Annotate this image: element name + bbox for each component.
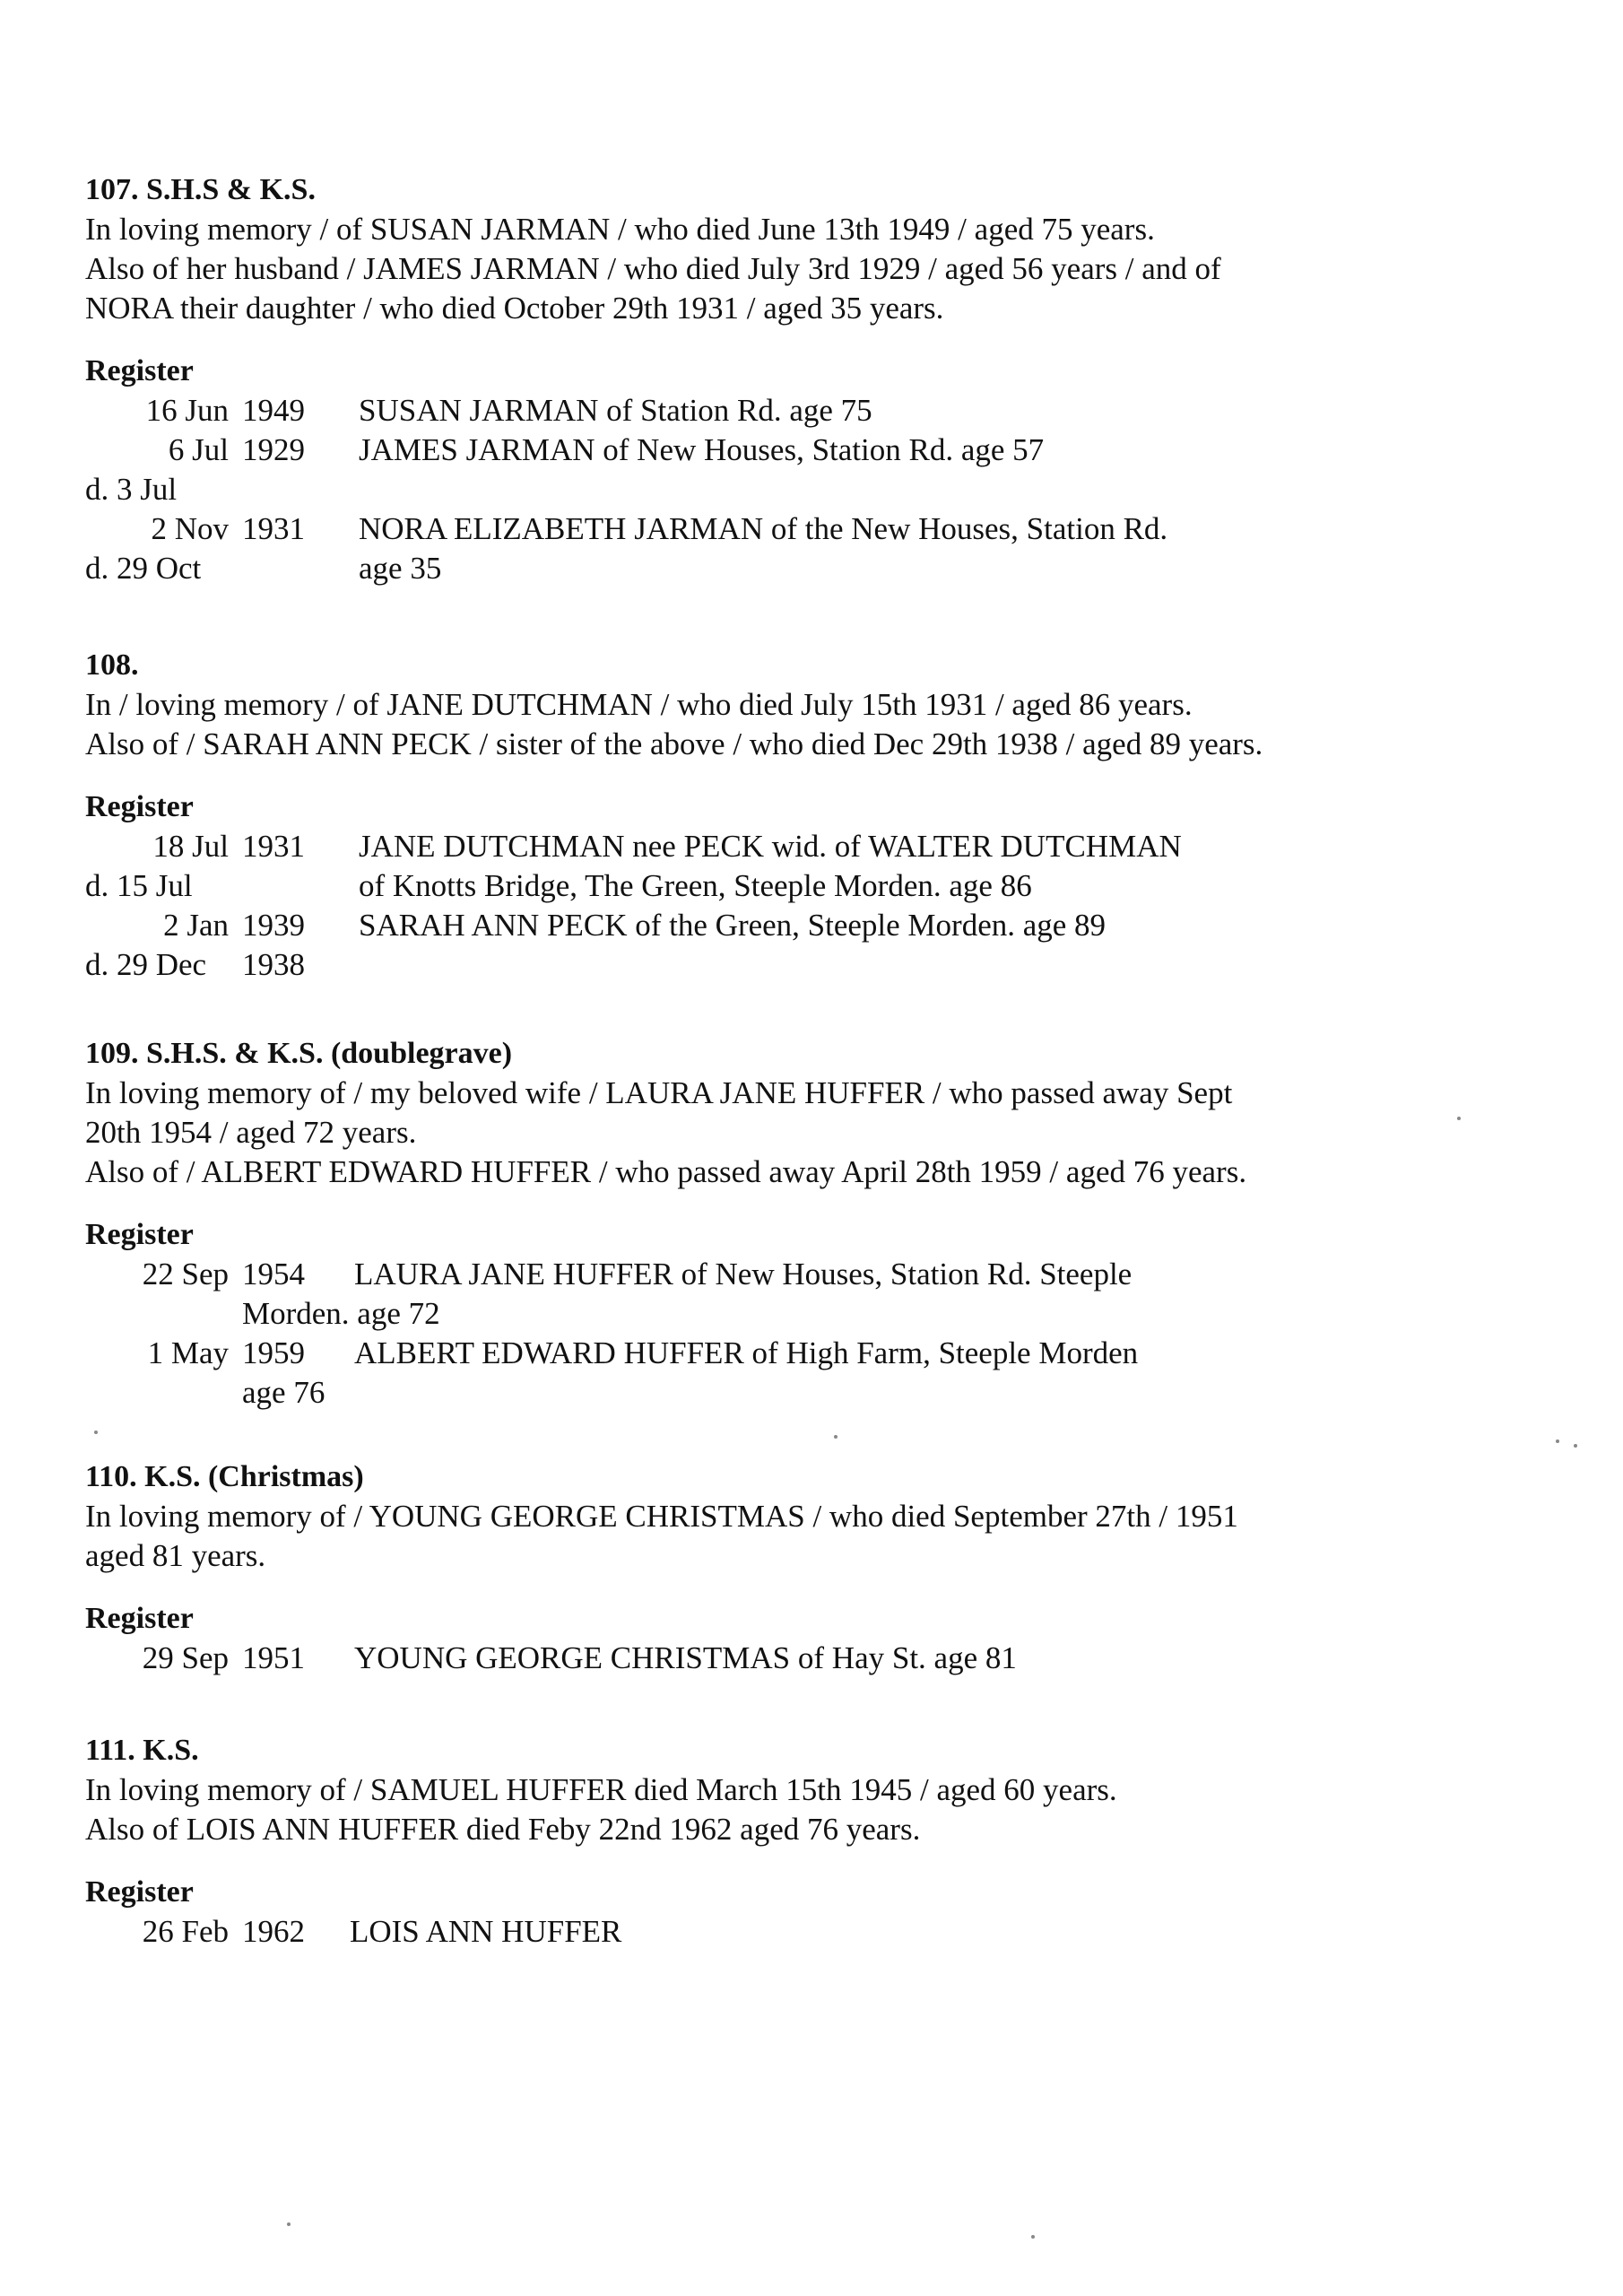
register-year: 1959 — [242, 1335, 305, 1370]
entry-109 — [85, 1034, 1358, 1413]
register-row — [85, 906, 1358, 945]
inscription-line: Also of / ALBERT EDWARD HUFFER / who passed away April 28th 1959 / aged 76 years. — [85, 1154, 1247, 1189]
register-died: d. 29 Oct — [85, 551, 202, 586]
scan-speck — [94, 1431, 98, 1434]
entry-110 — [85, 1457, 1358, 1678]
register-year: 1931 — [242, 829, 305, 864]
register-date: 6 Jul — [168, 432, 229, 467]
scan-speck — [834, 1435, 838, 1439]
scan-speck — [1031, 2235, 1035, 2239]
register-year: 1954 — [242, 1257, 305, 1292]
inscription-line: In loving memory of / my beloved wife / LAURA JANE HUFFER / who passed away Sept — [85, 1075, 1233, 1110]
register-label: Register — [85, 1875, 194, 1909]
inscription-line: In loving memory / of SUSAN JARMAN / who died June 13th 1949 / aged 75 years. — [85, 212, 1155, 247]
register-table — [85, 827, 1358, 985]
entry-107 — [85, 170, 1358, 588]
register-table — [85, 1912, 1358, 1952]
register-year: 1949 — [242, 393, 305, 428]
register-year: 1962 — [242, 1914, 305, 1949]
scan-speck — [1574, 1444, 1577, 1448]
entry-108 — [85, 646, 1358, 985]
register-table — [85, 1255, 1358, 1413]
register-text: ALBERT EDWARD HUFFER of High Farm, Steeple Morden — [354, 1335, 1139, 1370]
register-year: 1951 — [242, 1640, 305, 1675]
register-text: JANE DUTCHMAN nee PECK wid. of WALTER DUTCHMAN — [359, 829, 1182, 864]
inscription-line: 20th 1954 / aged 72 years. — [85, 1115, 417, 1150]
register-text: JAMES JARMAN of New Houses, Station Rd. age 57 — [359, 432, 1045, 467]
register-row — [85, 1255, 1358, 1294]
register-year: 1939 — [242, 908, 305, 943]
register-row — [85, 1373, 1358, 1413]
entry-header: 109. S.H.S. & K.S. (doublegrave) — [85, 1037, 513, 1070]
register-text: SARAH ANN PECK of the Green, Steeple Morden. age 89 — [359, 908, 1107, 943]
register-row — [85, 1294, 1358, 1334]
register-row — [85, 1912, 1358, 1952]
register-row — [85, 549, 1358, 588]
inscription-line: Also of her husband / JAMES JARMAN / who died July 3rd 1929 / aged 56 years / and of — [85, 251, 1221, 286]
register-text-cont: Morden. age 72 — [242, 1296, 440, 1331]
register-row — [85, 509, 1358, 549]
inscription-line: In / loving memory / of JANE DUTCHMAN / who died July 15th 1931 / aged 86 years. — [85, 687, 1193, 722]
scan-speck — [287, 2222, 291, 2226]
inscription-line: Also of LOIS ANN HUFFER died Feby 22nd 1962 aged 76 years. — [85, 1812, 921, 1847]
inscription-line: In loving memory of / SAMUEL HUFFER died March 15th 1945 / aged 60 years. — [85, 1772, 1117, 1807]
register-label: Register — [85, 790, 194, 823]
register-row — [85, 866, 1358, 906]
register-row — [85, 470, 1358, 509]
register-text: YOUNG GEORGE CHRISTMAS of Hay St. age 81 — [354, 1640, 1017, 1675]
inscription-line: Also of / SARAH ANN PECK / sister of the above / who died Dec 29th 1938 / aged 89 years. — [85, 726, 1263, 761]
register-row — [85, 1639, 1358, 1678]
entry-header: 111. K.S. — [85, 1734, 199, 1767]
register-row — [85, 430, 1358, 470]
register-date: 18 Jul — [152, 829, 229, 864]
entry-header: 107. S.H.S & K.S. — [85, 173, 316, 206]
entry-111 — [85, 1731, 1358, 1952]
register-label: Register — [85, 1218, 194, 1251]
register-year: 1931 — [242, 511, 305, 546]
register-died: d. 3 Jul — [85, 472, 178, 507]
register-row — [85, 391, 1358, 430]
inscription-line: NORA their daughter / who died October 29th 1931 / aged 35 years. — [85, 291, 944, 326]
register-text: LOIS ANN HUFFER — [350, 1914, 622, 1949]
register-text: SUSAN JARMAN of Station Rd. age 75 — [359, 393, 872, 428]
register-date: 2 Nov — [151, 511, 229, 546]
register-text-cont: age 76 — [242, 1375, 325, 1410]
register-died: d. 15 Jul — [85, 868, 193, 903]
register-date: 1 May — [147, 1335, 229, 1370]
scan-speck — [1457, 1117, 1461, 1120]
register-table — [85, 391, 1358, 588]
register-date: 29 Sep — [142, 1640, 229, 1675]
register-label: Register — [85, 354, 194, 387]
register-date: 16 Jun — [145, 393, 229, 428]
register-text-cont: age 35 — [359, 551, 442, 586]
register-died: d. 29 Dec — [85, 947, 207, 982]
register-row — [85, 827, 1358, 866]
entry-header: 108. — [85, 648, 139, 682]
register-text: LAURA JANE HUFFER of New Houses, Station Rd. Steeple — [354, 1257, 1133, 1292]
register-date: 22 Sep — [142, 1257, 229, 1292]
register-row — [85, 1334, 1358, 1373]
inscription-line: aged 81 years. — [85, 1538, 266, 1573]
register-text: NORA ELIZABETH JARMAN of the New Houses, Station Rd. — [359, 511, 1168, 546]
scan-speck — [1556, 1439, 1559, 1443]
register-row — [85, 945, 1358, 985]
register-died-year: 1938 — [242, 947, 305, 982]
register-date: 2 Jan — [163, 908, 229, 943]
inscription-line: In loving memory of / YOUNG GEORGE CHRISTMAS / who died September 27th / 1951 — [85, 1499, 1238, 1534]
register-label: Register — [85, 1602, 194, 1635]
register-year: 1929 — [242, 432, 305, 467]
register-date: 26 Feb — [142, 1914, 229, 1949]
register-text-cont: of Knotts Bridge, The Green, Steeple Morden. age 86 — [359, 868, 1032, 903]
entry-header: 110. K.S. (Christmas) — [85, 1460, 364, 1493]
register-table — [85, 1639, 1358, 1678]
